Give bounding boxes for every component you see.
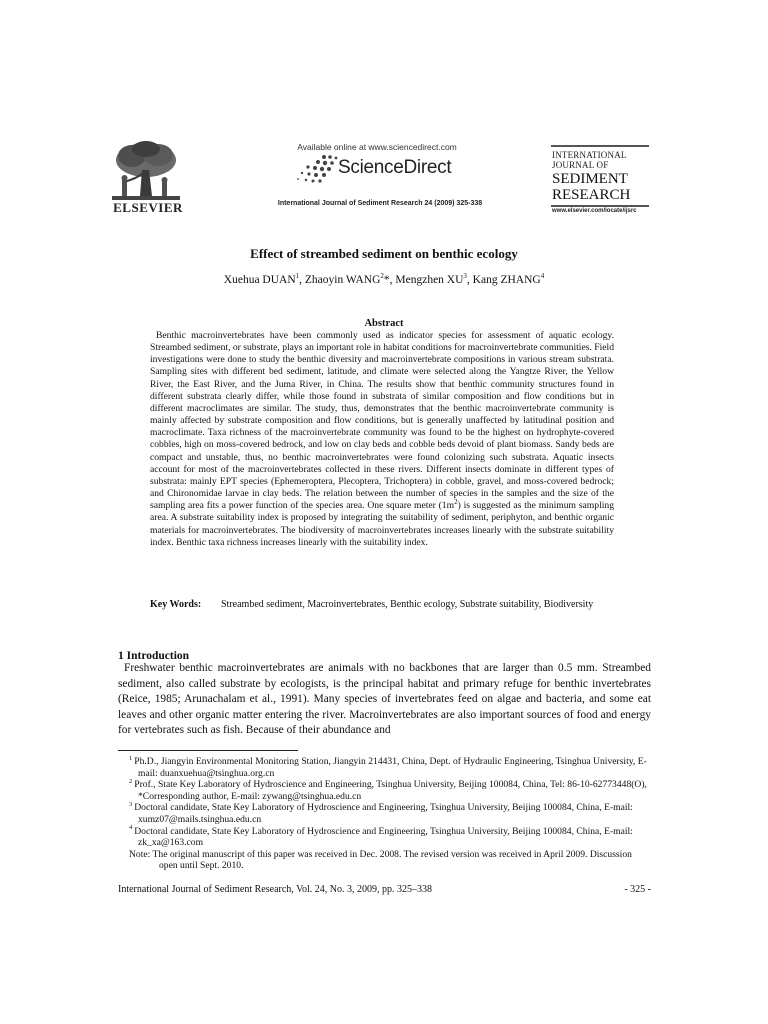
keywords-value: Streambed sediment, Macroinvertebrates, Benthic ecology, Substrate suitability, Biodiversity xyxy=(221,599,594,610)
available-online-text: Available online at www.sciencedirect.com xyxy=(297,142,457,152)
journal-citation: International Journal of Sediment Research 24 (2009) 325-338 xyxy=(277,200,483,207)
author-separator: , xyxy=(466,274,473,286)
footnote-text: Doctoral candidate, State Key Laboratory of Hydroscience and Engineering, Tsinghua University, Beijing 100084, China, E-mail: xumz07@mails.tsinghua.edu.cn xyxy=(134,802,633,825)
abstract-heading: Abstract xyxy=(364,318,404,329)
author-name: Kang ZHANG xyxy=(472,274,541,286)
journal-logo-url: www.elsevier.com/locate/ijsrc xyxy=(552,208,637,214)
journal-logo-rule-top xyxy=(551,145,649,147)
footnotes xyxy=(118,756,651,872)
article-title: Effect of streambed sediment on benthic ecology xyxy=(250,246,518,261)
journal-logo-line2: JOURNAL OF xyxy=(552,160,609,170)
publisher-name: ELSEVIER xyxy=(113,200,183,215)
author-name: Zhaoyin WANG xyxy=(304,274,381,286)
author-name: Xuehua DUAN xyxy=(223,274,296,286)
footnote xyxy=(118,756,651,779)
footnote-text: Ph.D., Jiangyin Environmental Monitoring Station, Jiangyin 214431, China, Dept. of Hydraulic Engineering, Tsinghua University, E-mail: duanxuehua@tsinghua.org.cn xyxy=(134,756,647,779)
journal-logo-rule-bottom xyxy=(551,205,649,207)
abstract-text-part1: Benthic macroinvertebrates have been commonly used as indicator species for assessment of aquatic ecology. Streambed sediment, or substrate, plays an important role in habitat conditions for macroinvertebrate communities. Field investigations were done to study the benthic diversity and macroinvertebrate compositions in various stream substrata. Sampling sites with different bed sediment, latitude, and climate were selected along the Yangtze River, the Yellow River, the East River, and the Juma River, in China. The results show that benthic community structures found in different substrata clearly differ, while those found in substrata of similar composition and flow conditions but in different macroclimates are similar. The study, thus, demonstrates that the benthic macroinvertebrate community is mainly affected by substrate composition and flow conditions, but is generally unaffected by latitudinal position and macroclimate. Taxa richness of the macroinvertebrate community was found to be the highest on hydrophyte-covered cobbles, high on moss-covered bedrock, and low on clay beds and cobble beds devoid of plant biomass. Sandy beds are compact and unstable, thus, no benthic macroinvertebrates were found colonizing such substrata. Aquatic insects account for most of the macroinvertebrates collected in these rivers. Different insects dominate in different types of substrata: mainly EPT species (Ephemeroptera, Plecoptera, Trichoptera) in cobble, gravel, and moss-covered bedrock; and Chironomidae larvae in clay beds. The relation between the number of species in the samples and the size of the sampling area fits a power function of the species area. One square meter (1m xyxy=(150,330,614,512)
keywords-label: Key Words: xyxy=(150,599,202,610)
author-name: Mengzhen XU xyxy=(395,274,464,286)
author-affiliation-mark: 2 xyxy=(380,272,384,281)
footnote-text: Prof., State Key Laboratory of Hydroscience and Engineering, Tsinghua University, Beijing 100084, China, Tel: 86-10-62773448(O), *Corresponding author, E-mail: zywang@tsinghua.edu.cn xyxy=(134,779,647,802)
abstract-text xyxy=(150,330,614,549)
manuscript-note: Note: The original manuscript of this paper was received in Dec. 2008. The revised version was received in April 2009. Discussion open until Sept. 2010. xyxy=(129,848,632,872)
footnote-number: 1 xyxy=(129,754,133,762)
footer-journal-citation: International Journal of Sediment Research, Vol. 24, No. 3, 2009, pp. 325–338 xyxy=(118,884,433,895)
author-affiliation-mark: 3 xyxy=(463,272,467,281)
footnote-number: 3 xyxy=(129,801,133,809)
journal-logo xyxy=(551,145,651,215)
sciencedirect-wordmark: ScienceDirect xyxy=(338,157,452,178)
abstract-text-part2: ) is suggested as the minimum sampling area. A substrate suitability index is proposed by integrating the suitability of sediment, periphyton, and benthic organic materials for macroinvertebrates. The biodiversity of macroinvertebrates increases linearly with the substrate suitability index. Benthic taxa richness increases linearly with the suitability index. xyxy=(150,500,614,548)
author-separator: , xyxy=(299,274,305,286)
footnote-divider xyxy=(118,750,298,751)
author-list xyxy=(0,274,768,286)
author-separator: , xyxy=(389,274,396,286)
introduction-text: Freshwater benthic macroinvertebrates are animals with no backbones that are larger than 0.5 mm. Streambed sediment, also called substrate by ecologists, is the principal habitat and primary refuge for benthic invertebrates (Reice, 1985; Arunachalam et al., 1991). Many species of invertebrates feed on algae and bacteria, and some eat leaves and other organic matter entering the river. Macroinvertebrates are also important sources of food and energy for vertebrates such as fish. Because of their abundance and xyxy=(118,662,651,737)
sciencedirect-dots-icon xyxy=(294,153,340,185)
page-number: - 325 - xyxy=(624,884,651,895)
section-heading: 1 Introduction xyxy=(118,650,190,662)
author-affiliation-mark: 1 xyxy=(295,272,300,281)
footnote xyxy=(118,779,651,802)
footnote xyxy=(118,802,651,825)
footnote-text: Doctoral candidate, State Key Laboratory of Hydroscience and Engineering, Tsinghua University, Beijing 100084, China, E-mail: zk_xa@163.com xyxy=(134,825,633,849)
journal-logo-line3: SEDIMENT xyxy=(552,171,628,187)
footnote-number: 4 xyxy=(129,824,133,832)
footnote-number: 2 xyxy=(129,778,133,785)
author-affiliation-mark: 4 xyxy=(540,272,545,281)
journal-logo-line1: INTERNATIONAL xyxy=(552,150,627,160)
footnote xyxy=(118,826,651,849)
journal-logo-line4: RESEARCH xyxy=(552,187,631,203)
corresponding-author-mark: * xyxy=(383,274,390,286)
abstract-superscript: 2 xyxy=(454,498,458,506)
